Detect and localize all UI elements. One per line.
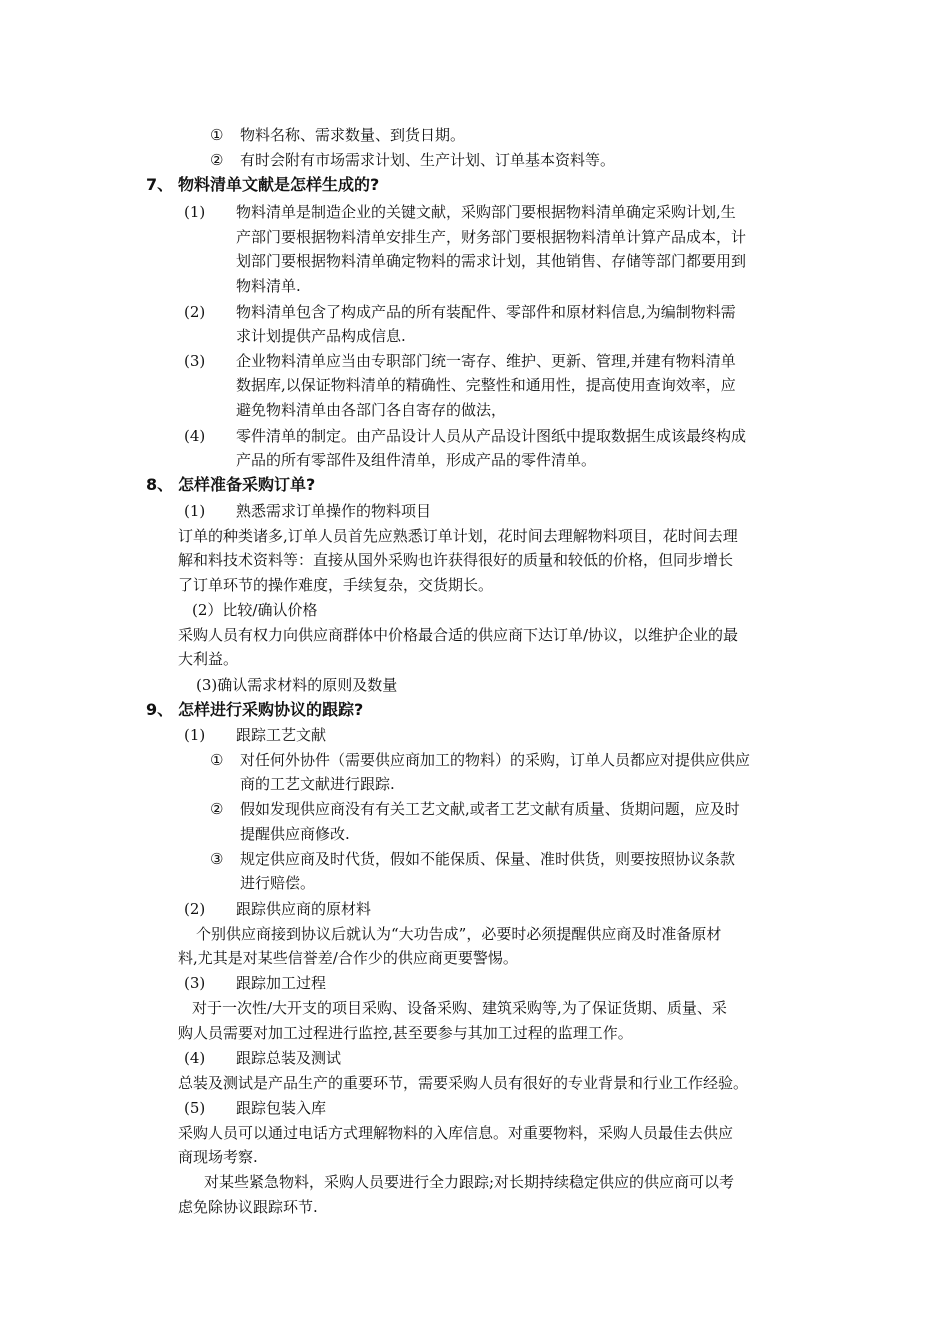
- item-marker: (5): [184, 1099, 206, 1117]
- item-line: 商的工艺文献进行跟踪.: [240, 775, 395, 793]
- paragraph-line: 购人员需要对加工过程进行监控,甚至要参与其加工过程的监理工作。: [178, 1024, 633, 1042]
- item-marker: (1): [184, 502, 206, 520]
- paragraph-line: 订单的种类诸多,订单人员首先应熟悉订单计划，花时间去理解物料项目，花时间去理: [178, 527, 738, 545]
- item-line: 物料清单.: [236, 277, 301, 295]
- item-marker: (1): [184, 203, 206, 221]
- subheading: 熟悉需求订单操作的物料项目: [236, 502, 432, 520]
- item-line: 零件清单的制定。由产品设计人员从产品设计图纸中提取数据生成该最终构成: [236, 427, 747, 445]
- item-marker: (4): [184, 1049, 206, 1067]
- section-number: 8、: [146, 475, 174, 494]
- paragraph-line: 对某些紧急物料，采购人员要进行全力跟踪;对长期持续稳定供应的供应商可以考: [204, 1173, 735, 1191]
- item-marker: (1): [184, 726, 206, 744]
- section-number: 7、: [146, 175, 174, 194]
- section-heading: 怎样准备采购订单?: [178, 475, 316, 494]
- item-marker: (3): [184, 974, 206, 992]
- item-line: 企业物料清单应当由专职部门统一寄存、维护、更新、管理,并建有物料清单: [236, 352, 736, 370]
- item-line: 求计划提供产品构成信息.: [236, 327, 406, 345]
- list-item: 物料名称、需求数量、到货日期。: [240, 126, 466, 144]
- subheading: (2）比较/确认价格: [192, 601, 318, 619]
- paragraph-line: 料,尤其是对某些信誉差/合作少的供应商更要警惕。: [178, 949, 518, 967]
- paragraph-line: 解和料技术资料等：直接从国外采购也许获得很好的质量和较低的价格，但同步增长: [178, 551, 734, 569]
- section-number: 9、: [146, 700, 174, 719]
- item-line: 规定供应商及时代货，假如不能保质、保量、准时供货，则要按照协议条款: [240, 850, 736, 868]
- circled-marker: ①: [210, 126, 224, 144]
- item-line: 假如发现供应商没有有关工艺文献,或者工艺文献有质量、货期问题，应及时: [240, 800, 740, 818]
- item-marker: (2): [184, 900, 206, 918]
- paragraph-line: 虑免除协议跟踪环节.: [178, 1198, 318, 1216]
- item-marker: (2): [184, 303, 206, 321]
- paragraph-line: 个别供应商接到协议后就认为“大功告成”，必要时必须提醒供应商及时准备原材: [196, 925, 722, 943]
- section-heading: 物料清单文献是怎样生成的?: [178, 175, 380, 194]
- item-line: 划部门要根据物料清单确定物料的需求计划，其他销售、存储等部门都要用到: [236, 252, 747, 270]
- section-heading: 怎样进行采购协议的跟踪?: [178, 700, 364, 719]
- subheading: (3)确认需求材料的原则及数量: [196, 676, 398, 694]
- paragraph-line: 采购人员可以通过电话方式理解物料的入库信息。对重要物料，采购人员最佳去供应: [178, 1124, 734, 1142]
- item-line: 产品的所有零部件及组件清单，形成产品的零件清单。: [236, 451, 597, 469]
- item-marker: (3): [184, 352, 206, 370]
- paragraph-line: 了订单环节的操作难度，手续复杂，交货期长。: [178, 576, 494, 594]
- subheading: 跟踪包装入库: [236, 1099, 327, 1117]
- circled-marker: ②: [210, 800, 224, 818]
- item-line: 数据库,以保证物料清单的精确性、完整性和通用性，提高使用查询效率，应: [236, 376, 736, 394]
- item-line: 对任何外协件（需要供应商加工的物料）的采购，订单人员都应对提供应供应: [240, 751, 751, 769]
- item-line: 避免物料清单由各部门各自寄存的做法，: [236, 401, 507, 419]
- paragraph-line: 对于一次性/大开支的项目采购、设备采购、建筑采购等,为了保证货期、质量、采: [192, 999, 727, 1017]
- subheading: 跟踪加工过程: [236, 974, 327, 992]
- paragraph-line: 总装及测试是产品生产的重要环节，需要采购人员有很好的专业背景和行业工作经验。: [178, 1074, 749, 1092]
- item-line: 产部门要根据物料清单安排生产，财务部门要根据物料清单计算产品成本，计: [236, 228, 747, 246]
- list-item: 有时会附有市场需求计划、生产计划、订单基本资料等。: [240, 151, 616, 169]
- circled-marker: ②: [210, 151, 224, 169]
- paragraph-line: 采购人员有权力向供应商群体中价格最合适的供应商下达订单/协议，以维护企业的最: [178, 626, 739, 644]
- paragraph-line: 商现场考察.: [178, 1148, 258, 1166]
- paragraph-line: 大利益。: [178, 650, 239, 668]
- circled-marker: ①: [210, 751, 224, 769]
- item-line: 进行赔偿。: [240, 874, 316, 892]
- circled-marker: ③: [210, 850, 224, 868]
- subheading: 跟踪总装及测试: [236, 1049, 342, 1067]
- subheading: 跟踪工艺文献: [236, 726, 327, 744]
- subheading: 跟踪供应商的原材料: [236, 900, 372, 918]
- item-line: 物料清单是制造企业的关键文献，采购部门要根据物料清单确定采购计划,生: [236, 203, 736, 221]
- item-line: 物料清单包含了构成产品的所有装配件、零部件和原材料信息,为编制物料需: [236, 303, 736, 321]
- item-line: 提醒供应商修改.: [240, 825, 350, 843]
- item-marker: (4): [184, 427, 206, 445]
